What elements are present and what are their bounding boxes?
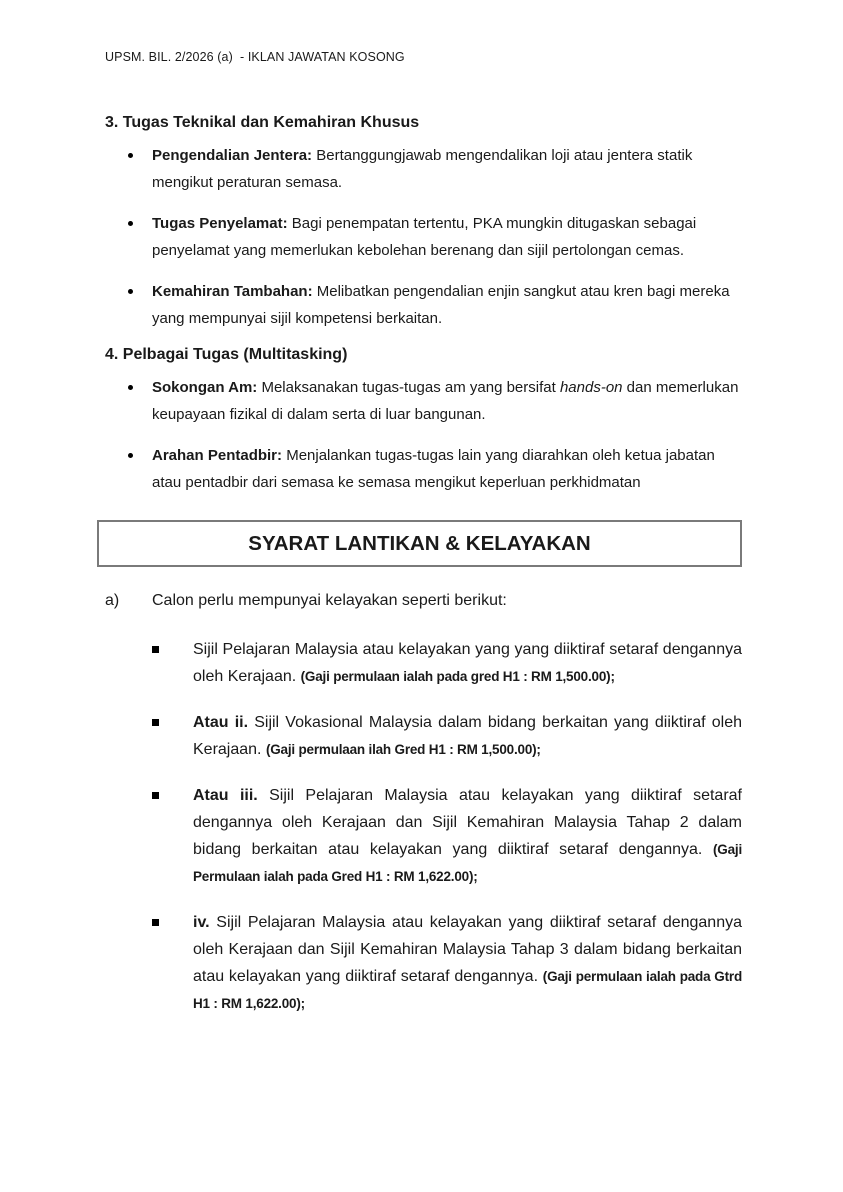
requirement-text: iv. Sijil Pelajaran Malaysia atau kelayakan yang diiktiraf setaraf dengannya oleh Kerajaan dan Sijil Kemahiran Malaysia Tahap 3 dalam bidang berkaitan atau kelayakan yang diiktiraf setaraf dengannya. (Gaji permulaan ialah pada Gtrd H1 : RM 1,622.00); (193, 914, 742, 1011)
salary-note: (Gaji permulaan ialah pada gred H1 : RM 1,500.00); (300, 669, 615, 684)
bullet-icon (128, 153, 133, 158)
list-item-text: Sokongan Am: Melaksanakan tugas-tugas am yang bersifat hands-on dan memerlukan keupayaan fizikal di dalam serta di luar bangunan. (152, 379, 739, 423)
square-bullet-icon (152, 646, 159, 653)
section-heading-3: 3. Tugas Teknikal dan Kemahiran Khusus (105, 114, 420, 131)
section-title-box (97, 520, 742, 567)
bullet-list (105, 374, 742, 496)
salary-note: (Gaji Permulaan ialah pada Gred H1 : RM 1,622.00); (193, 842, 742, 884)
bullet-icon (128, 289, 133, 294)
section-pelbagai-tugas (105, 346, 742, 496)
intro-text: Calon perlu mempunyai kelayakan seperti berikut: (152, 592, 507, 609)
salary-note: (Gaji permulaan ilah Gred H1 : RM 1,500.00); (265, 742, 541, 757)
intro-letter: a) (105, 592, 120, 609)
requirement-text: Sijil Pelajaran Malaysia atau kelayakan yang yang diiktiraf setaraf dengannya oleh Kerajaan. (Gaji permulaan ialah pada gred H1 : RM 1,500.00); (193, 641, 742, 685)
requirement-item (105, 636, 742, 690)
requirement-item (105, 709, 742, 763)
requirements-list (105, 636, 742, 1017)
list-item (105, 142, 742, 196)
list-item (105, 210, 742, 264)
list-item-text: Tugas Penyelamat: Bagi penempatan tertentu, PKA mungkin ditugaskan sebagai penyelamat yang memerlukan kebolehan berenang dan sijil pertolongan cemas. (152, 215, 697, 259)
bullet-icon (128, 453, 133, 458)
bullet-icon (128, 221, 133, 226)
requirement-item (105, 782, 742, 890)
requirement-text: Atau iii. Sijil Pelajaran Malaysia atau kelayakan yang diiktiraf setaraf dengannya oleh Kerajaan dan Sijil Kemahiran Malaysia Tahap 2 dalam bidang berkaitan atau kelayakan yang diiktiraf setaraf dengannya. (Gaji Permulaan ialah pada Gred H1 : RM 1,622.00); (193, 787, 742, 884)
bullet-icon (128, 385, 133, 390)
list-item (105, 278, 742, 332)
section-heading-4: 4. Pelbagai Tugas (Multitasking) (105, 346, 348, 363)
section-tugas-teknikal (105, 114, 742, 332)
square-bullet-icon (152, 792, 159, 799)
salary-note: (Gaji permulaan ialah pada Gtrd H1 : RM 1,622.00); (193, 969, 742, 1011)
list-item-text: Pengendalian Jentera: Bertanggungjawab mengendalikan loji atau jentera statik mengikut peraturan semasa. (152, 147, 693, 191)
document-header: UPSM. BIL. 2/2026 (a) - IKLAN JAWATAN KOSONG (105, 50, 405, 64)
list-item-text: Arahan Pentadbir: Menjalankan tugas-tugas lain yang diarahkan oleh ketua jabatan atau pentadbir dari semasa ke semasa mengikut keperluan perkhidmatan (152, 447, 715, 491)
requirement-text: Atau ii. Sijil Vokasional Malaysia dalam bidang berkaitan yang diiktiraf oleh Kerajaan. (Gaji permulaan ilah Gred H1 : RM 1,500.00); (193, 714, 742, 758)
list-item-text: Kemahiran Tambahan: Melibatkan pengendalian enjin sangkut atau kren bagi mereka yang mempunyai sijil kompetensi berkaitan. (152, 283, 730, 327)
list-item (105, 374, 742, 428)
requirements-intro (105, 587, 742, 614)
bullet-list (105, 142, 742, 332)
list-item (105, 442, 742, 496)
square-bullet-icon (152, 919, 159, 926)
requirement-item (105, 909, 742, 1017)
square-bullet-icon (152, 719, 159, 726)
box-title: SYARAT LANTIKAN & KELAYAKAN (248, 532, 591, 555)
